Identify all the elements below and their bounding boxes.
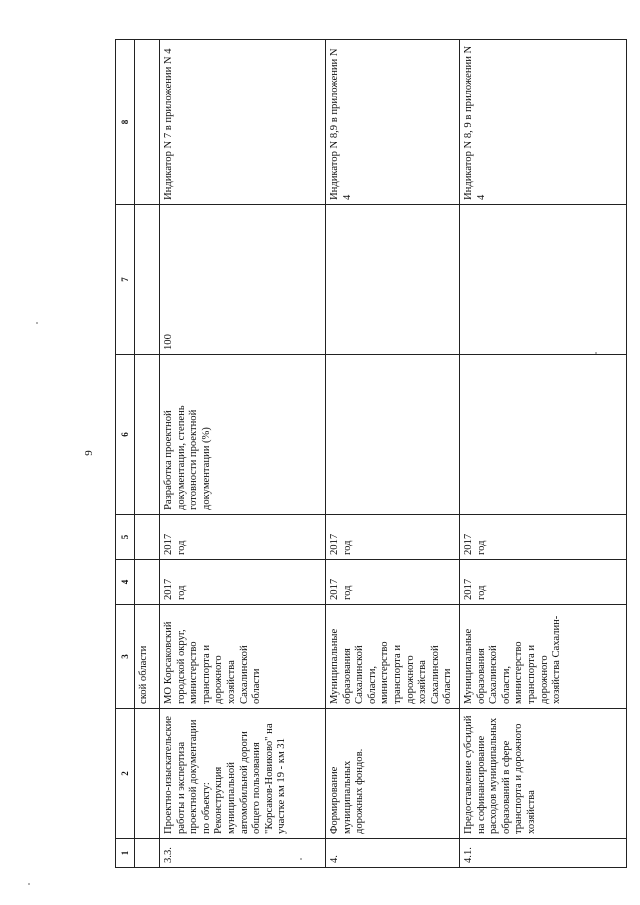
executor-continuation: ской области [135,605,160,709]
col-header-8: 8 [116,40,135,205]
continuation-row [135,40,160,868]
indicator-link: Индикатор N 8, 9 в приложении N 4 [460,40,627,205]
col-header-7: 7 [116,205,135,355]
activity-name: Формирование муниципальных дорожных фондов. [326,709,460,839]
start-year: 2017 год [460,560,627,605]
indicator-link: Индикатор N 7 в приложении N 4 [160,40,326,205]
col-header-4: 4 [116,560,135,605]
table-row [160,40,326,868]
target-value: 100 [160,205,326,355]
end-year: 2017 год [326,515,460,560]
scan-speck [300,858,302,860]
col-header-5: 5 [116,515,135,560]
header-row [116,40,135,868]
scan-speck [595,352,597,354]
target-value [460,205,627,355]
activity-name: Проектно-изыскательские работы и экспертиза проектной документации по объекту: Реконструкция муниципальной автомобильной дороги общего пользования "Корсаков-Новиково" на участке км 19 - км 31 [160,709,326,839]
row-number: 4.1. [460,839,627,868]
table-row [460,40,627,868]
col-header-6: 6 [116,355,135,515]
activity-name: Предоставление субсидий на софинансирование расходов муниципальных образований в сфере транспорта и дорожного хозяйства [460,709,627,839]
executor: Муниципальные образования Сахалинской области, министерство транспорта и дорожного хозяйства Сахалин- [460,605,627,709]
page-number: 9 [83,450,95,456]
expected-result [460,355,627,515]
scan-speck [28,883,30,885]
executor: МО Корсаковский городской округ, министерство транспорта и дорожного хозяйства Сахалинской области [160,605,326,709]
target-value [326,205,460,355]
indicator-link: Индикатор N 8,9 в приложении N 4 [326,40,460,205]
col-header-1: 1 [116,839,135,868]
end-year: 2017 год [460,515,627,560]
activities-table [115,39,627,868]
col-header-3: 3 [116,605,135,709]
expected-result [326,355,460,515]
scan-speck [36,322,38,324]
expected-result: Разработка проектной документации, степень готовности проектной документации (%) [160,355,326,515]
end-year: 2017 год [160,515,326,560]
table-wrapper [115,40,615,868]
row-number: 4. [326,839,460,868]
start-year: 2017 год [160,560,326,605]
table-row [326,40,460,868]
col-header-2: 2 [116,709,135,839]
start-year: 2017 год [326,560,460,605]
row-number: 3.3. [160,839,326,868]
executor: Муниципальные образования Сахалинской области, министерство транспорта и дорожного хозяйства Сахалинской области [326,605,460,709]
